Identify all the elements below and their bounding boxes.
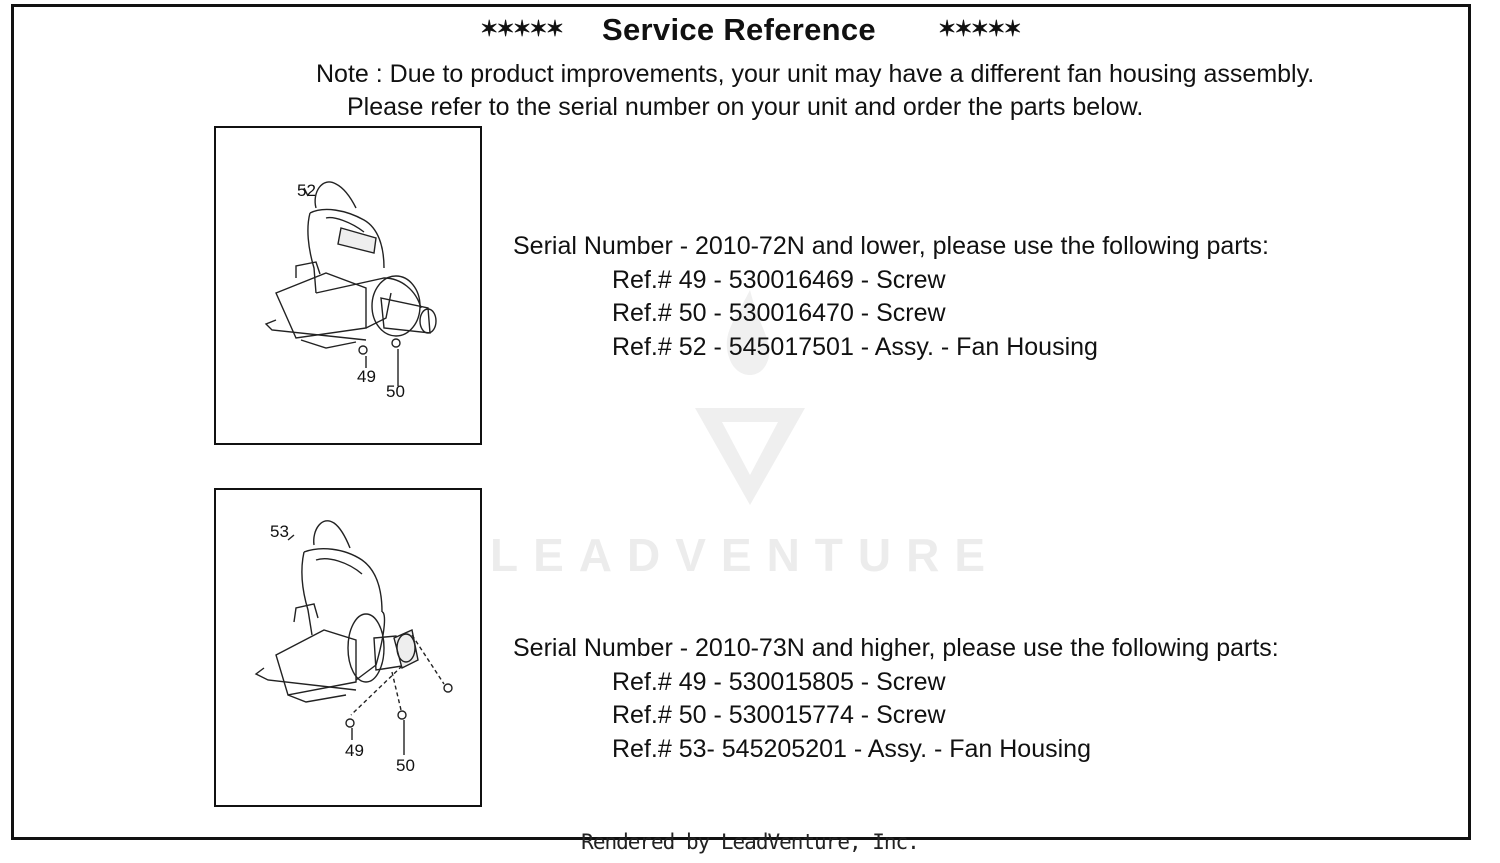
part-row: Ref.# 49 - 530015805 - Screw [612,667,946,696]
part-row: Ref.# 49 - 530016469 - Screw [612,265,946,294]
page-title [0,12,1500,48]
note-line-1: Note : Due to product improvements, your unit may have a different fan housing assembly. [316,60,1315,88]
title-text: Service Reference [602,12,876,47]
part-row: Ref.# 50 - 530016470 - Screw [612,299,946,327]
stars-left: ✶✶✶✶✶ [480,16,563,41]
part-row: Ref.# 52 - 545017501 - Assy. - Fan Housing [612,332,1098,361]
callout-49: 49 [345,741,364,760]
callout-52: 52 [297,181,316,200]
stars-right: ✶✶✶✶✶ [937,16,1020,41]
callout-53: 53 [270,522,289,541]
section1-parts [513,230,1269,364]
callout-50: 50 [386,382,405,401]
fan-housing-drawing [216,128,480,443]
part-row: Ref.# 50 - 530015774 - Screw [612,701,946,729]
callout-50: 50 [396,756,415,775]
fan-housing-diagram-new [214,488,482,807]
leadventure-watermark: LEADVENTURE [490,529,1001,581]
fan-housing-diagram-old [214,126,482,445]
callout-49: 49 [357,367,376,386]
section1-heading: Serial Number - 2010-72N and lower, please use the following parts: [513,232,1269,260]
rendered-by-footer: Rendered by LeadVenture, Inc. [581,830,919,854]
part-row: Ref.# 53- 545205201 - Assy. - Fan Housing [612,734,1091,763]
note-line-2: Please refer to the serial number on your unit and order the parts below. [347,93,1144,121]
section2-heading: Serial Number - 2010-73N and higher, please use the following parts: [513,634,1279,662]
section2-parts [513,632,1279,766]
